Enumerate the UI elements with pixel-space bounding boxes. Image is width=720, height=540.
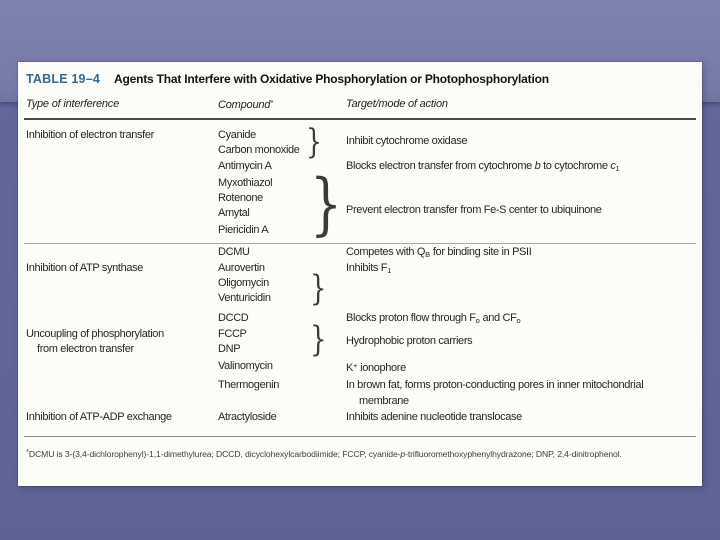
target-mode-cell: Inhibit cytochrome oxidase (346, 135, 468, 147)
target-mode-cell: Competes with $Q_B$ for binding site in PSII (346, 246, 532, 259)
target-mode-cell: Hydrophobic proton carriers (346, 335, 473, 347)
column-header-type-of-interference: Type of interference (26, 98, 120, 110)
table-body (18, 62, 702, 486)
column-header-compound: Compound* (218, 98, 274, 111)
table-rule (24, 243, 696, 244)
column-header-target-mode-of-action: Target/mode of action (346, 98, 448, 110)
compound-cell: Piericidin A (218, 224, 269, 236)
type-of-interference-cell: Inhibition of ATP synthase (26, 262, 144, 274)
compound-cell: Atractyloside (218, 411, 277, 423)
table-panel (18, 62, 702, 486)
type-of-interference-cell: Inhibition of ATP-ADP exchange (26, 411, 172, 423)
compound-cell: Aurovertin (218, 262, 265, 274)
row-group-brace: } (310, 320, 327, 360)
target-mode-cell: Blocks electron transfer from cytochrome b to cytochrome $c_1$ (346, 160, 620, 173)
table-rule (24, 118, 696, 120)
table-label: TABLE 19–4 (26, 72, 101, 86)
compound-cell: Amytal (218, 207, 250, 219)
row-group-brace: } (310, 165, 343, 243)
compound-cell: FCCP (218, 328, 247, 340)
target-mode-cell: K+ ionophore (346, 361, 406, 374)
compound-cell: Valinomycin (218, 360, 273, 372)
target-mode-cell: Inhibits adenine nucleotide translocase (346, 411, 522, 423)
target-mode-cell: In brown fat, forms proton-conducting pores in inner mitochondrial (346, 379, 644, 391)
target-mode-cell: membrane (359, 395, 409, 407)
compound-cell: Antimycin A (218, 160, 272, 172)
compound-cell: DCCD (218, 312, 249, 324)
row-group-brace: } (306, 122, 323, 161)
compound-cell: Carbon monoxide (218, 144, 300, 156)
table-rule (24, 436, 696, 437)
target-mode-cell: Blocks proton flow through $F_o$ and $CF_o$ (346, 312, 521, 325)
compound-cell: Myxothiazol (218, 177, 273, 189)
target-mode-cell: Prevent electron transfer from Fe-S center to ubiquinone (346, 204, 602, 216)
compound-cell: Venturicidin (218, 292, 271, 304)
target-mode-cell: Inhibits $F_1$ (346, 262, 392, 275)
type-of-interference-cell: Inhibition of electron transfer (26, 129, 154, 141)
compound-cell: Rotenone (218, 192, 263, 204)
compound-cell: DNP (218, 343, 241, 355)
type-of-interference-cell: from electron transfer (37, 343, 134, 355)
row-group-brace: } (310, 269, 327, 309)
type-of-interference-cell: Uncoupling of phosphorylation (26, 328, 164, 340)
compound-cell: Thermogenin (218, 379, 279, 391)
compound-cell: DCMU (218, 246, 250, 258)
table-title: Agents That Interfere with Oxidative Phosphorylation or Photophosphorylation (114, 72, 549, 86)
compound-cell: Cyanide (218, 129, 256, 141)
compound-cell: Oligomycin (218, 277, 269, 289)
table-footnote: *DCMU is 3-(3,4-dichlorophenyl)-1,1-dimethylurea; DCCD, dicyclohexylcarbodiimide; FCCP, cyanide-p-trifluoromethoxyphenylhydrazone; DNP, 2,4-dinitrophenol. (26, 447, 622, 459)
